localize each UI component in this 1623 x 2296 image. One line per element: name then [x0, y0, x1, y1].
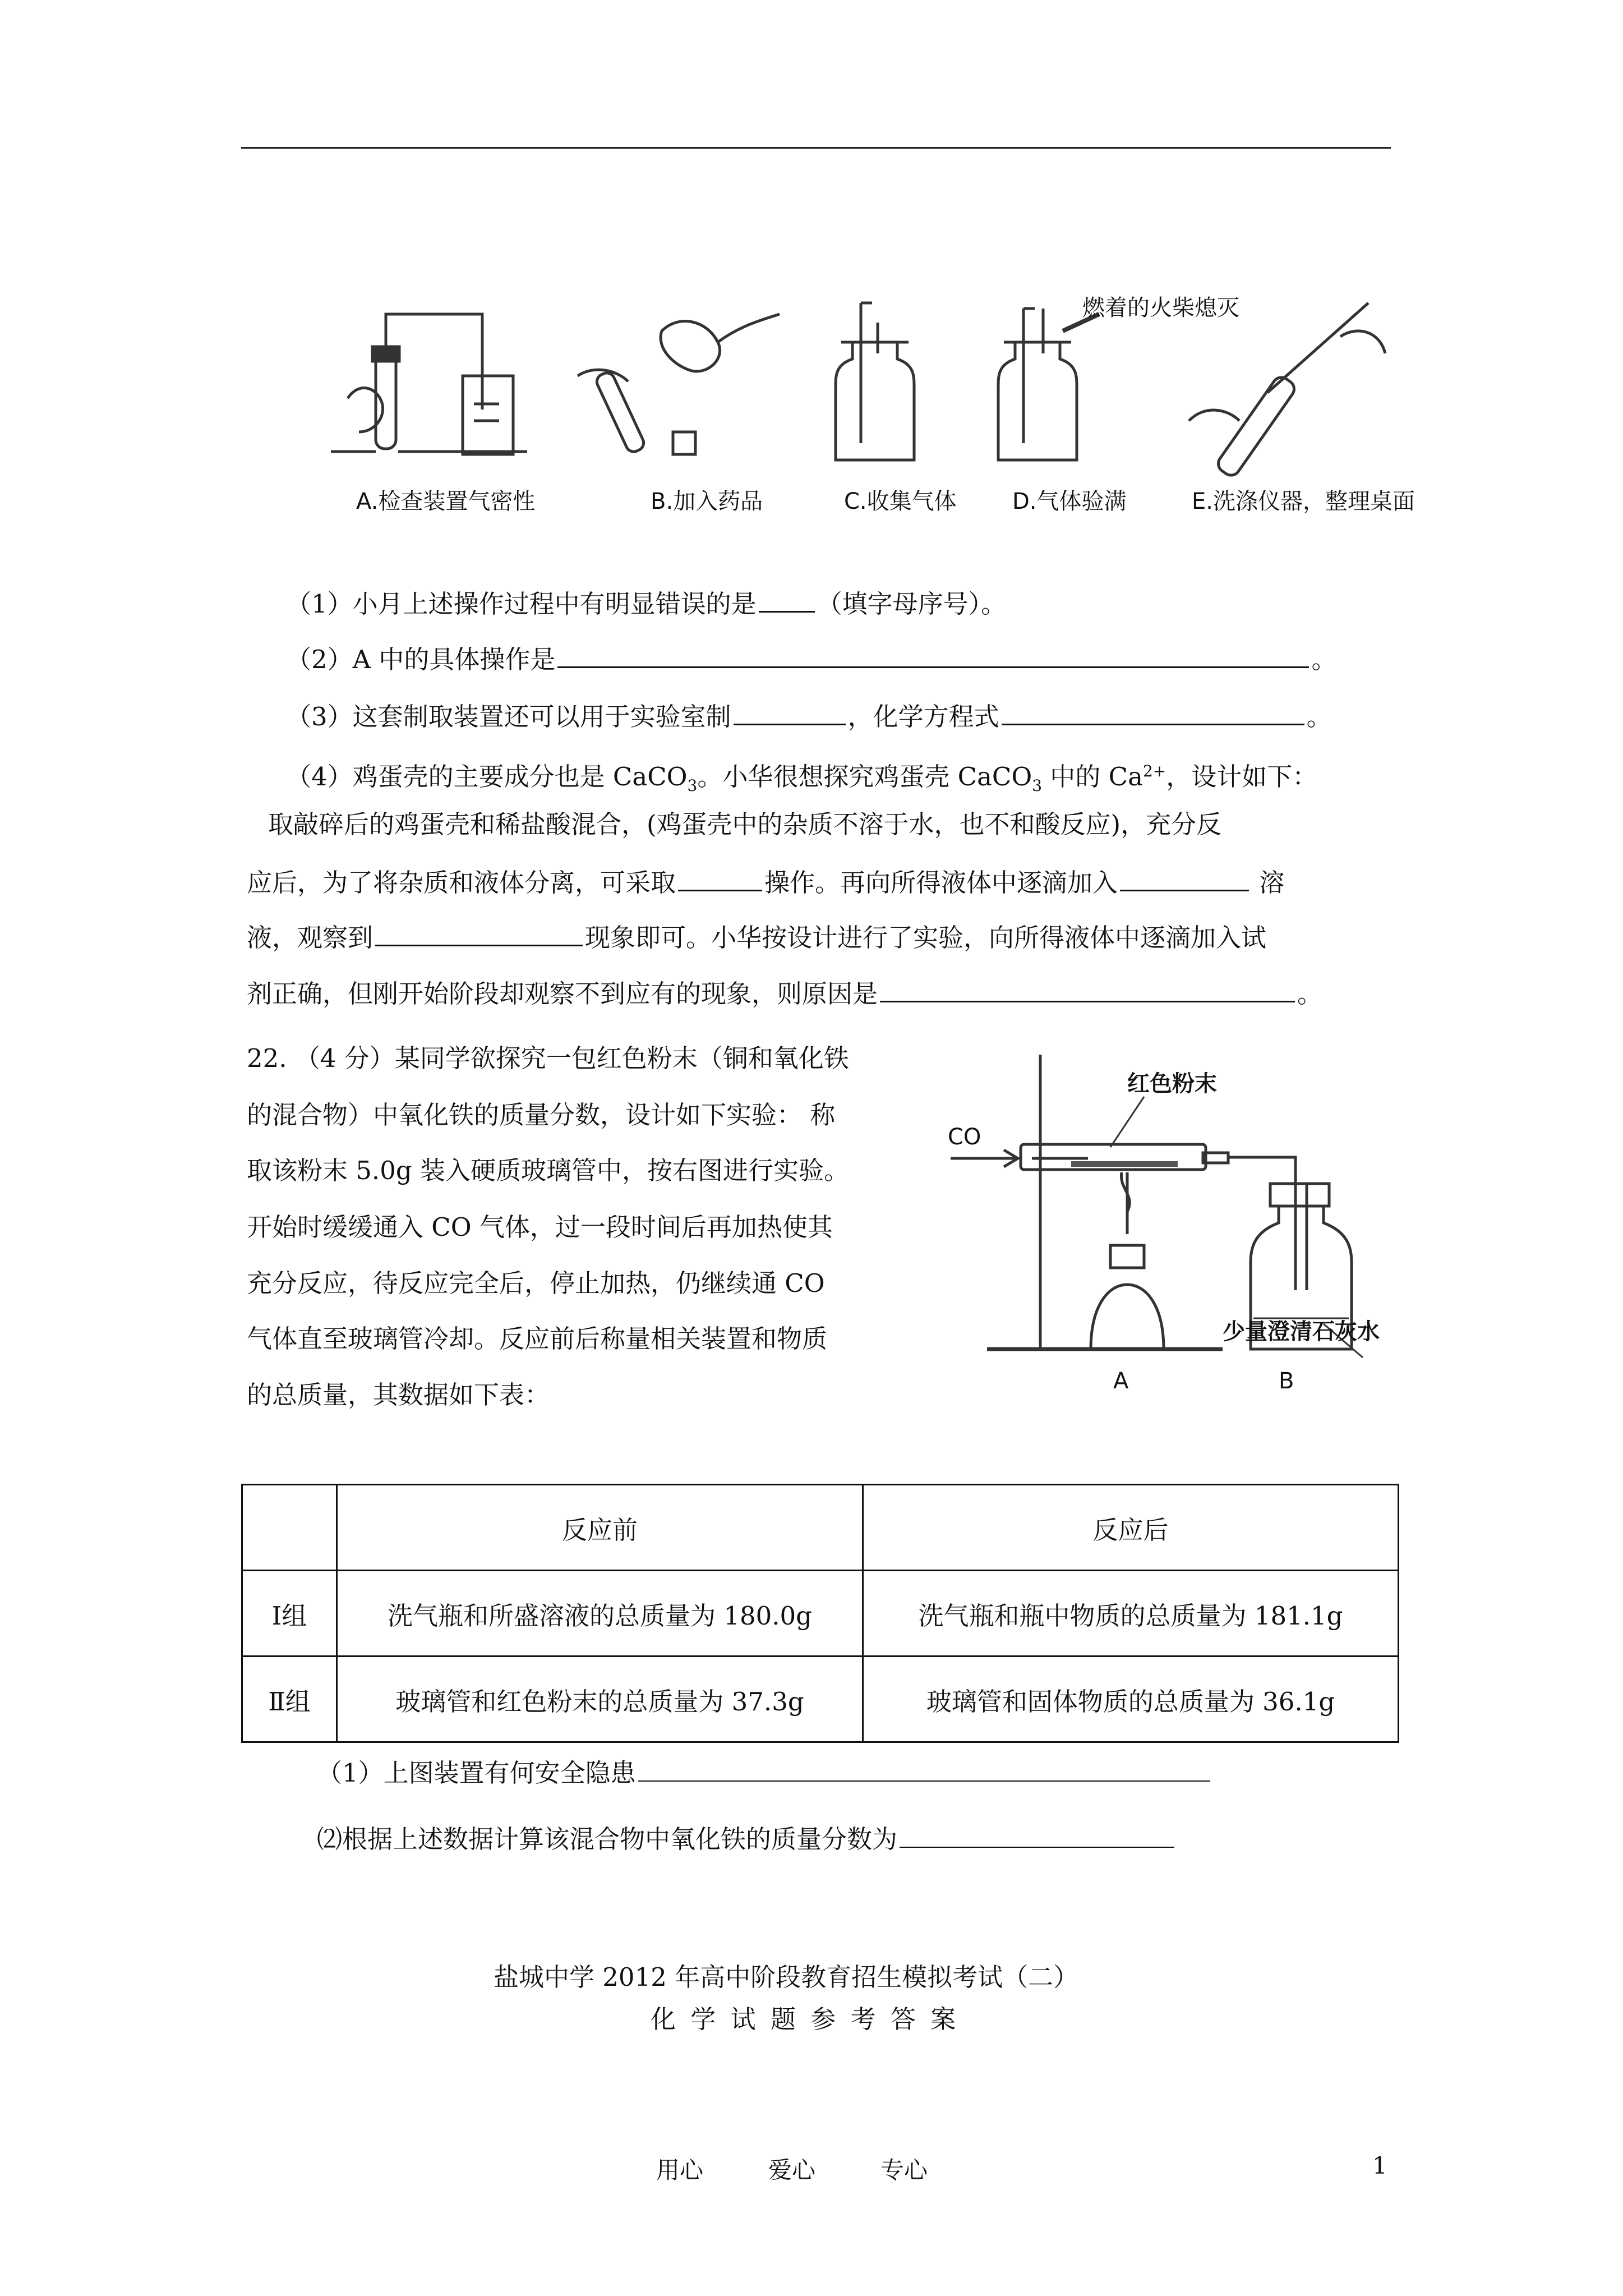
- q21-part4-line4: 液，观察到 现象即可。小华按设计进行了实验，向所得液体中逐滴加入试: [247, 919, 1266, 955]
- answer-blank[interactable]: [880, 975, 1295, 1002]
- flame-label: 燃着的火柴熄灭: [1082, 295, 1239, 321]
- table-cell: 玻璃管和红色粉末的总质量为 37.3g: [337, 1657, 863, 1742]
- caption-c: C.收集气体: [844, 489, 957, 514]
- page-number: 1: [1372, 2152, 1387, 2179]
- answer-blank[interactable]: [638, 1755, 1210, 1782]
- table-cell: 洗气瓶和所盛溶液的总质量为 180.0g: [337, 1571, 863, 1657]
- apparatus-label-a: A: [1113, 1368, 1129, 1394]
- q22-line6: 气体直至玻璃管冷却。反应前后称量相关装置和物质: [247, 1324, 828, 1354]
- q22-line5: 充分反应，待反应完全后，停止加热，仍继续通 CO: [247, 1268, 825, 1298]
- caption-d: D.气体验满: [1012, 489, 1127, 514]
- answer-blank[interactable]: [759, 585, 815, 613]
- caption-a: A.检查装置气密性: [356, 489, 536, 514]
- q22-sub1: （1）上图装置有何安全隐患: [317, 1755, 1212, 1790]
- table-cell: 洗气瓶和瓶中物质的总质量为 181.1g: [863, 1571, 1399, 1657]
- table-row: [242, 1571, 1399, 1657]
- footer-motto-1: 用心: [656, 2156, 704, 2184]
- q22-line7: 的总质量，其数据如下表：: [247, 1380, 550, 1410]
- table-header-cell: 反应前: [337, 1485, 863, 1571]
- table-header-cell: [242, 1485, 337, 1571]
- answer-blank[interactable]: [678, 864, 762, 891]
- q21-part4: （4）鸡蛋壳的主要成分也是 CaCO$_3$。小华很想探究鸡蛋壳 CaCO$_3$ 中的 $Ca^{2+}$，设计如下：: [286, 762, 1318, 795]
- answer-blank[interactable]: [1120, 864, 1249, 891]
- wash-instrument-sketch: [1189, 303, 1385, 478]
- q21-part2: （2）A 中的具体操作是 。: [286, 641, 1336, 677]
- answer-key-title: 盐城中学 2012 年高中阶段教育招生模拟考试（二）: [494, 1962, 1079, 1992]
- answer-blank[interactable]: [375, 919, 583, 946]
- q22-sub2: ⑵根据上述数据计算该混合物中氧化铁的质量分数为: [317, 1821, 1177, 1856]
- red-powder-label: 红色粉末: [1127, 1071, 1217, 1097]
- answer-blank[interactable]: [900, 1821, 1174, 1848]
- table-row: [242, 1657, 1399, 1742]
- q21-part3: （3）这套制取装置还可以用于实验室制 ，化学方程式 。: [286, 698, 1332, 734]
- co-label: CO: [948, 1124, 981, 1150]
- add-reagent-sketch: [578, 314, 780, 454]
- table-cell: 玻璃管和固体物质的总质量为 36.1g: [863, 1657, 1399, 1742]
- q21-part4-line3: 应后，为了将杂质和液体分离，可采取 操作。再向所得液体中逐滴加入 溶: [247, 864, 1284, 900]
- q21-part4-line2: 取敲碎后的鸡蛋壳和稀盐酸混合，(鸡蛋壳中的杂质不溶于水，也不和酸反应)，充分反: [268, 809, 1222, 839]
- answer-blank[interactable]: [734, 698, 846, 725]
- q22-line1: 22. （4 分）某同学欲探究一包红色粉末（铜和氧化铁: [247, 1043, 849, 1073]
- answer-blank[interactable]: [557, 641, 1309, 668]
- footer-motto-3: 专心: [880, 2156, 928, 2184]
- airtightness-check-sketch: [331, 314, 527, 454]
- answer-key-subtitle: 化 学 试 题 参 考 答 案: [651, 2004, 960, 2034]
- table-header-row: [242, 1485, 1399, 1571]
- q22-line4: 开始时缓缓通入 CO 气体，过一段时间后再加热使其: [247, 1212, 833, 1242]
- co-reduction-apparatus-figure: [942, 1043, 1436, 1402]
- apparatus-label-b: B: [1279, 1368, 1294, 1394]
- caption-b: B.加入药品: [651, 489, 763, 514]
- q21-part4-line5: 剂正确，但刚开始阶段却观察不到应有的现象，则原因是 。: [247, 975, 1322, 1011]
- table-header-cell: 反应后: [863, 1485, 1399, 1571]
- header-rule: [241, 147, 1391, 149]
- table-cell: Ⅱ组: [242, 1657, 337, 1742]
- answer-blank[interactable]: [1002, 698, 1304, 725]
- caption-e: E.洗涤仪器，整理桌面: [1192, 489, 1415, 514]
- q22-line2: 的混合物）中氧化铁的质量分数，设计如下实验： 称: [247, 1100, 836, 1130]
- mass-data-table: [241, 1484, 1399, 1743]
- gas-collection-bottle-sketch: [836, 303, 914, 460]
- limewater-label: 少量澄清石灰水: [1223, 1319, 1380, 1345]
- footer-motto-2: 爱心: [768, 2156, 816, 2184]
- q21-part1: （1）小月上述操作过程中有明显错误的是 （填字母序号）。: [286, 585, 1006, 621]
- table-cell: Ⅰ组: [242, 1571, 337, 1657]
- q22-line3: 取该粉末 5.0g 装入硬质玻璃管中，按右图进行实验。: [247, 1156, 849, 1185]
- gas-full-test-sketch: [998, 309, 1099, 460]
